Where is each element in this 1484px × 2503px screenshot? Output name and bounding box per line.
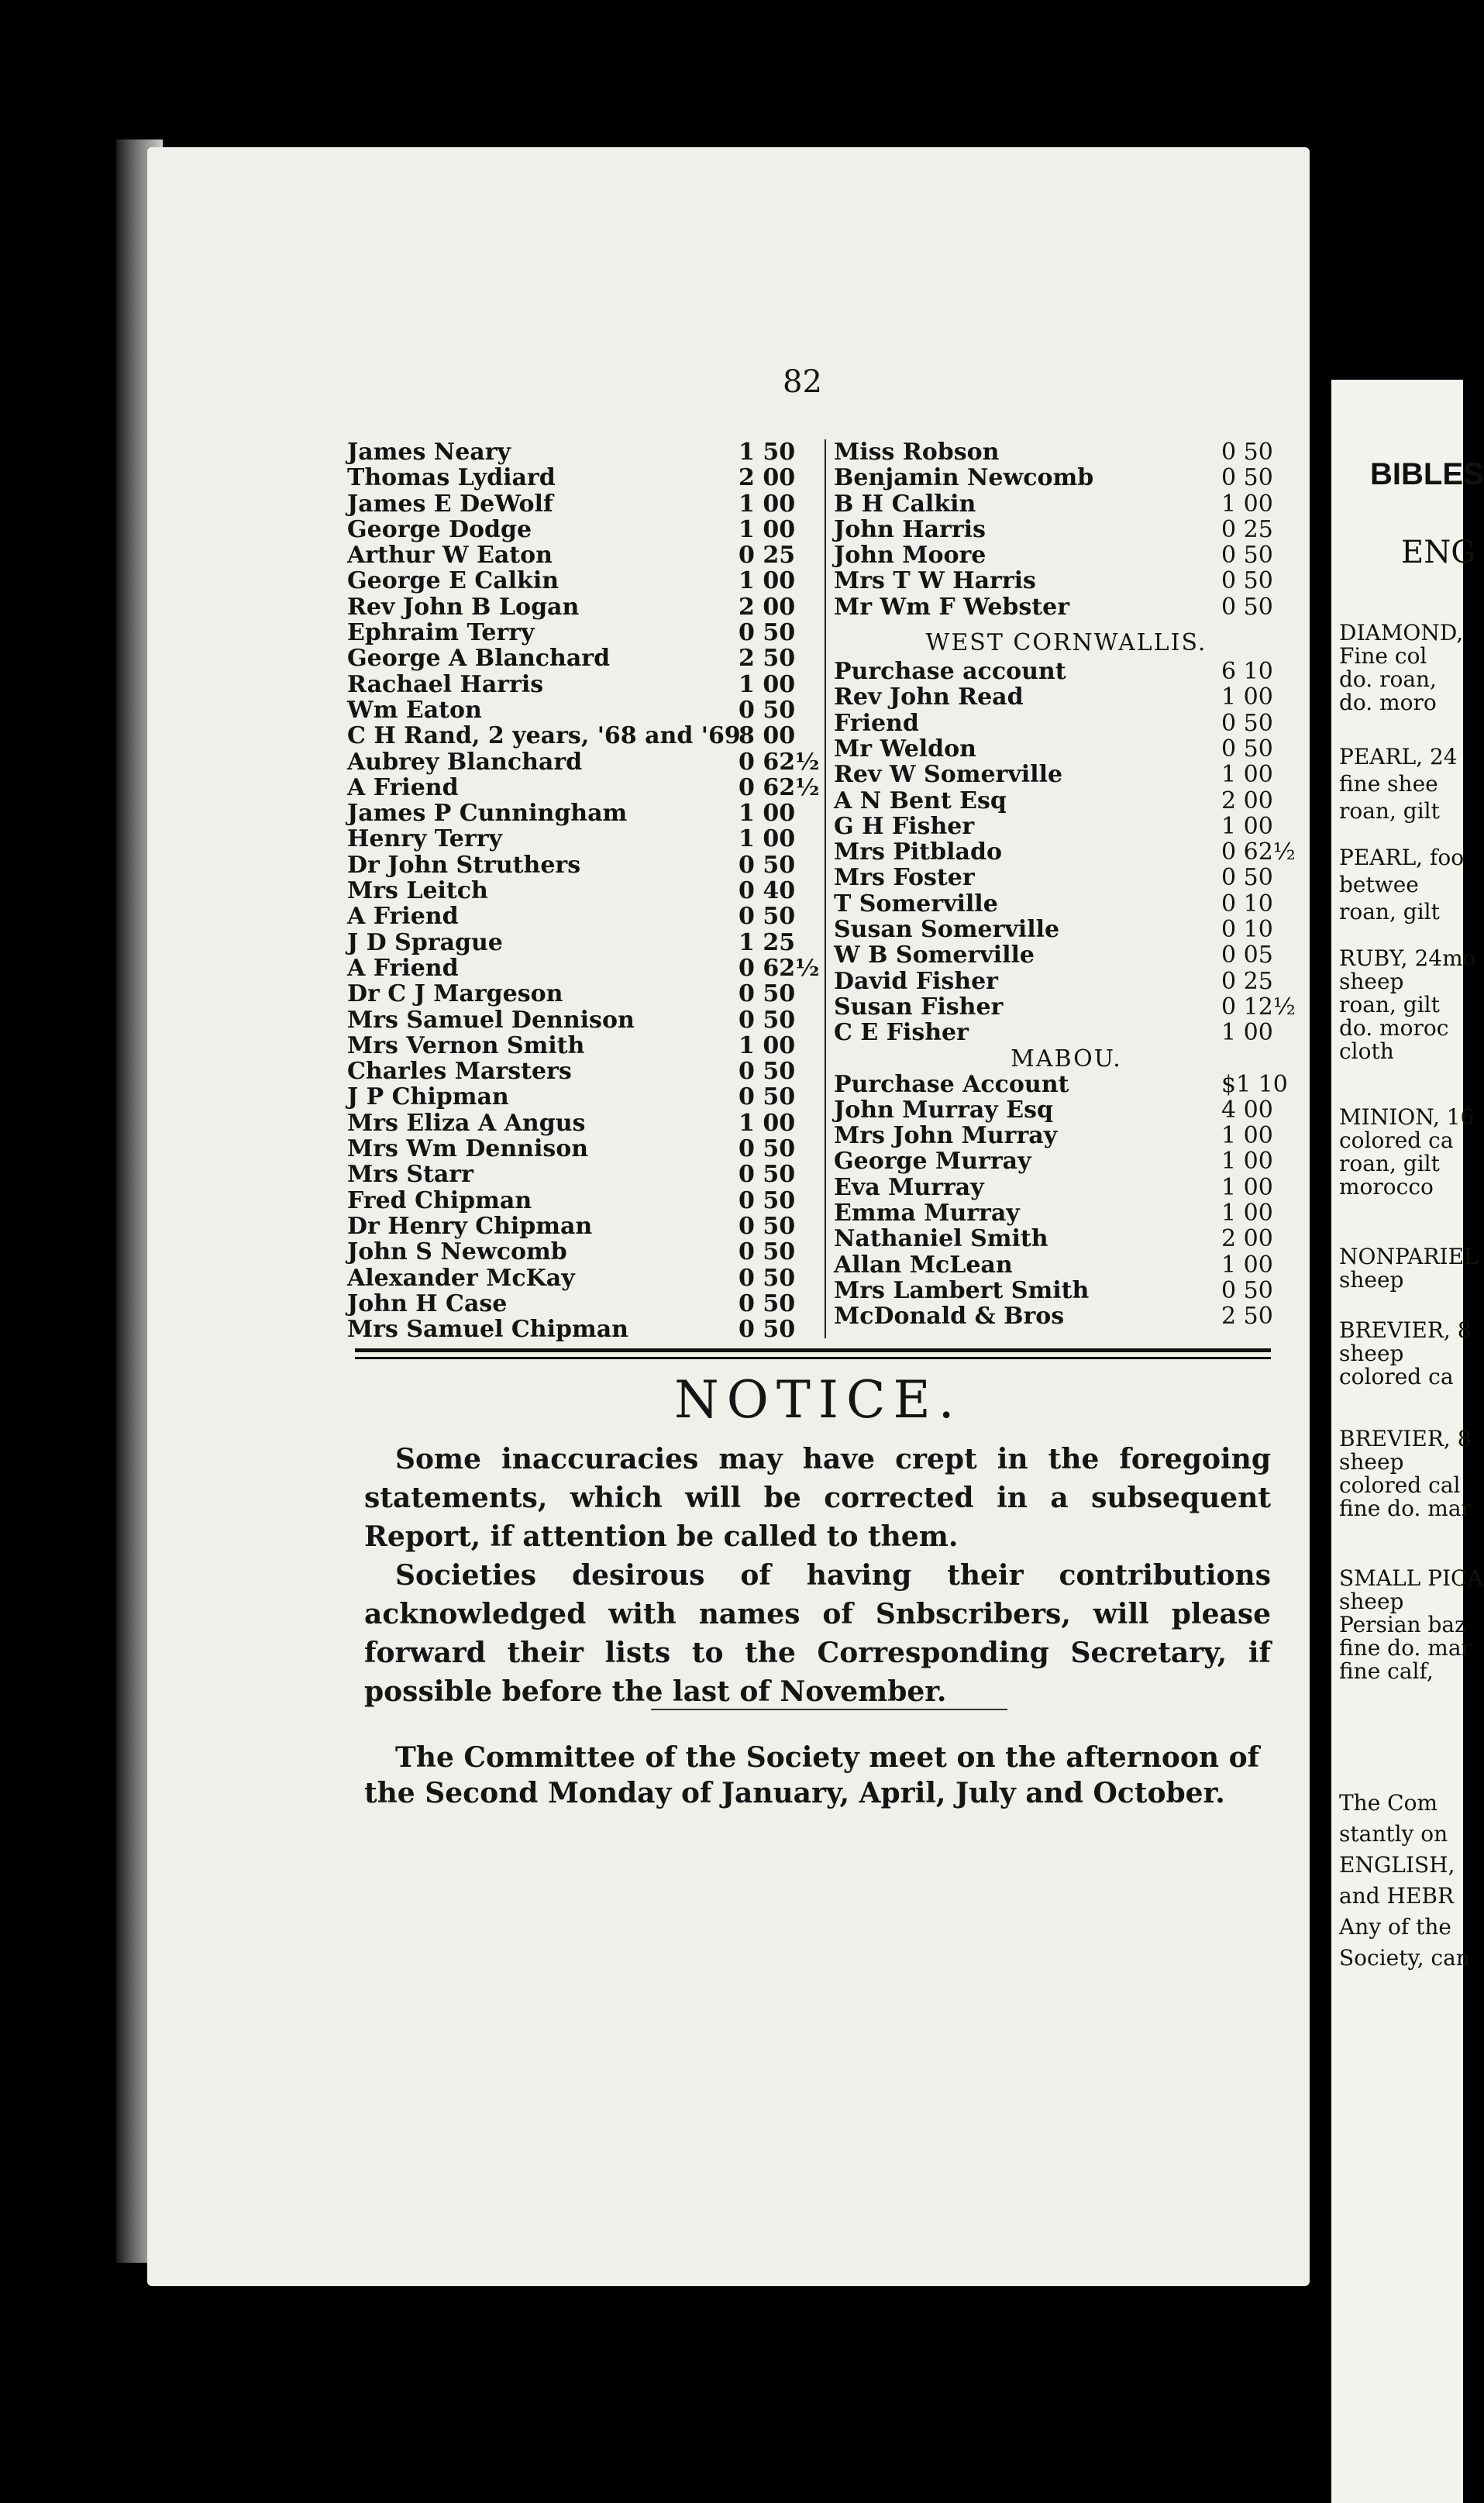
subscriber-name: Thomas Lydiard bbox=[347, 464, 556, 492]
adjacent-page-fragment: fine calf, bbox=[1339, 1658, 1434, 1684]
subscriber-row bbox=[834, 891, 1299, 917]
subscriber-row bbox=[834, 1123, 1299, 1148]
contribution-amount: 0 50 bbox=[739, 619, 796, 647]
contribution-amount: 0 10 bbox=[1221, 890, 1273, 918]
subscriber-row bbox=[347, 878, 812, 904]
subscriber-name: Miss Robson bbox=[834, 439, 1000, 466]
adjacent-page-fragment: and HEBR bbox=[1339, 1883, 1455, 1909]
contribution-amount: 1 00 bbox=[739, 825, 796, 853]
subscriber-name: Mrs T W Harris bbox=[834, 567, 1036, 595]
subscriber-row bbox=[347, 517, 812, 542]
subscriber-name: David Fisher bbox=[834, 967, 998, 995]
subscriber-row bbox=[347, 1059, 812, 1084]
subscriber-row bbox=[347, 439, 812, 465]
subscriber-name: Mrs Wm Dennison bbox=[347, 1135, 589, 1163]
contribution-amount: 0 62½ bbox=[739, 748, 820, 776]
adjacent-page-fragment: colored cal bbox=[1339, 1472, 1461, 1498]
contribution-amount: 0 50 bbox=[739, 1186, 796, 1214]
adjacent-page-fragment: BIBLES bbox=[1370, 457, 1484, 491]
subscriber-name: James Neary bbox=[347, 439, 511, 466]
adjacent-page-fragment: The Com bbox=[1339, 1790, 1438, 1816]
subscriber-name: George A Blanchard bbox=[347, 645, 611, 673]
subscriber-row bbox=[347, 1136, 812, 1162]
subscriber-row bbox=[347, 1265, 812, 1291]
adjacent-page-fragment: SMALL PICA bbox=[1339, 1565, 1483, 1591]
subscriber-name: Susan Fisher bbox=[834, 993, 1004, 1021]
subscriber-name: Mrs Samuel Chipman bbox=[347, 1316, 628, 1344]
contribution-amount: 2 50 bbox=[1221, 1303, 1273, 1331]
adjacent-page-fragment: do. moro bbox=[1339, 690, 1437, 715]
contribution-amount: 0 05 bbox=[1221, 942, 1273, 969]
subscriber-name: A N Bent Esq bbox=[834, 787, 1007, 814]
subscriber-row bbox=[834, 1278, 1299, 1303]
subscriber-row bbox=[347, 826, 812, 852]
adjacent-page-fragment: roan, gilt bbox=[1339, 992, 1440, 1017]
contribution-amount: 1 00 bbox=[739, 515, 796, 543]
contribution-amount: 0 50 bbox=[739, 851, 796, 879]
contribution-amount: 2 50 bbox=[739, 645, 796, 673]
adjacent-page-fragment: sheep bbox=[1339, 1267, 1404, 1293]
subscriber-name: C H Rand, 2 years, '68 and '69 bbox=[347, 722, 741, 750]
subscriber-name: Ephraim Terry bbox=[347, 619, 535, 647]
subscriber-name: Mrs Eliza A Angus bbox=[347, 1109, 586, 1137]
notice-body bbox=[364, 1440, 1271, 1711]
subscriber-name: Mrs Foster bbox=[834, 864, 975, 892]
subscriber-row bbox=[347, 1033, 812, 1059]
adjacent-page-fragment: sheep bbox=[1339, 1589, 1404, 1614]
contribution-amount: 1 00 bbox=[739, 1031, 796, 1059]
subscriber-name: Nathaniel Smith bbox=[834, 1225, 1048, 1253]
contribution-amount: 1 00 bbox=[1221, 1251, 1273, 1279]
adjacent-page-fragment: Society, can bbox=[1339, 1945, 1470, 1971]
adjacent-page-fragment: NONPARIEL bbox=[1339, 1244, 1479, 1269]
contribution-amount: 1 00 bbox=[739, 490, 796, 518]
adjacent-page-fragment: ENG bbox=[1401, 535, 1476, 570]
adjacent-page-fragment: do. roan, bbox=[1339, 666, 1437, 692]
contribution-amount: 1 00 bbox=[1221, 1200, 1273, 1227]
contribution-amount: 0 25 bbox=[739, 542, 796, 570]
adjacent-page-fragment: PEARL, 24 bbox=[1339, 744, 1458, 769]
subscriber-name: Wm Eaton bbox=[347, 696, 482, 724]
adjacent-page-fragment: morocco bbox=[1339, 1174, 1434, 1200]
subscriber-row bbox=[834, 1148, 1299, 1174]
subscriber-row bbox=[834, 711, 1299, 736]
subscriber-name: Dr Henry Chipman bbox=[347, 1212, 593, 1240]
subscriber-name: Susan Somerville bbox=[834, 916, 1060, 944]
subscriber-row bbox=[834, 994, 1299, 1020]
subscriber-name: Allan McLean bbox=[834, 1251, 1013, 1279]
subscriber-row bbox=[347, 646, 812, 671]
contribution-amount: 0 50 bbox=[1221, 542, 1273, 570]
subscriber-row bbox=[347, 1162, 812, 1187]
double-rule-divider bbox=[355, 1348, 1271, 1359]
contribution-amount: 8 00 bbox=[739, 722, 796, 750]
contribution-amount: 1 00 bbox=[1221, 683, 1273, 711]
subscriber-name: Benjamin Newcomb bbox=[834, 464, 1094, 492]
contribution-amount: 1 00 bbox=[739, 1109, 796, 1137]
subscriber-name: A Friend bbox=[347, 903, 459, 931]
subscriber-name: B H Calkin bbox=[834, 490, 976, 518]
subscriber-row bbox=[347, 800, 812, 826]
subscriber-name: John Murray Esq bbox=[834, 1096, 1053, 1124]
subscriber-name: J D Sprague bbox=[347, 928, 503, 956]
subscriber-row bbox=[834, 1175, 1299, 1200]
subscriber-name: George Dodge bbox=[347, 515, 532, 543]
contribution-amount: 1 00 bbox=[1221, 1148, 1273, 1176]
contribution-amount: 6 10 bbox=[1221, 658, 1273, 686]
section-title-west-cornwallis: WEST CORNWALLIS. bbox=[925, 629, 1207, 657]
subscriber-row bbox=[347, 568, 812, 594]
subscriber-name: Mrs Starr bbox=[347, 1161, 473, 1189]
subscriber-row bbox=[347, 904, 812, 929]
subscriber-name: Alexander McKay bbox=[347, 1264, 575, 1292]
subscriber-row bbox=[347, 491, 812, 517]
subscriber-row bbox=[347, 773, 820, 801]
contribution-amount: 0 50 bbox=[739, 1006, 796, 1034]
contribution-amount: 0 50 bbox=[1221, 439, 1273, 466]
adjacent-page-fragment: Fine col bbox=[1339, 643, 1427, 669]
contribution-amount: 1 00 bbox=[739, 567, 796, 595]
subscriber-name: Mrs Pitblado bbox=[834, 838, 1002, 866]
subscriber-row bbox=[834, 788, 1299, 814]
subscriber-row bbox=[347, 1007, 812, 1033]
subscriber-row bbox=[347, 1317, 812, 1342]
adjacent-page-fragment: roan, gilt bbox=[1339, 899, 1440, 924]
contribution-amount: 0 50 bbox=[739, 1083, 796, 1111]
adjacent-page-fragment: DIAMOND, bbox=[1339, 620, 1464, 646]
subscriber-row bbox=[347, 723, 812, 749]
subscriber-name: Dr C J Margeson bbox=[347, 980, 563, 1008]
notice-title: NOTICE. bbox=[674, 1370, 962, 1430]
contribution-amount: 0 62½ bbox=[739, 773, 820, 801]
adjacent-page-fragment: stantly on bbox=[1339, 1821, 1448, 1847]
adjacent-page-fragment: PEARL, foo bbox=[1339, 845, 1465, 870]
subscriber-row bbox=[834, 1303, 1299, 1329]
subscriber-name: James E DeWolf bbox=[347, 490, 553, 518]
contribution-amount: 0 50 bbox=[739, 1212, 796, 1240]
subscriber-name: John S Newcomb bbox=[347, 1238, 567, 1266]
contribution-amount: 0 50 bbox=[739, 980, 796, 1008]
subscriber-name: G H Fisher bbox=[834, 812, 975, 840]
adjacent-page-fragment: sheep bbox=[1339, 1341, 1404, 1366]
contribution-amount: 0 25 bbox=[1221, 515, 1273, 543]
subscriber-row bbox=[347, 954, 820, 982]
contribution-amount: 0 50 bbox=[739, 903, 796, 931]
subscriber-name: Mrs Lambert Smith bbox=[834, 1276, 1090, 1304]
adjacent-page-fragment: MINION, 16 bbox=[1339, 1104, 1475, 1130]
adjacent-page-fragment: Persian baz bbox=[1339, 1612, 1466, 1637]
subscriber-name: Purchase Account bbox=[834, 1070, 1069, 1098]
adjacent-page-fragment: betwee bbox=[1339, 872, 1419, 897]
subscriber-row bbox=[834, 814, 1299, 839]
subscriber-name: A Friend bbox=[347, 954, 459, 982]
adjacent-page-fragment: RUBY, 24mo bbox=[1339, 945, 1476, 971]
subscriber-row bbox=[347, 1084, 812, 1110]
contribution-amount: 1 25 bbox=[739, 928, 796, 956]
contribution-amount: 0 50 bbox=[739, 1161, 796, 1189]
contribution-amount: 0 50 bbox=[1221, 864, 1273, 892]
subscriber-name: George Murray bbox=[834, 1148, 1031, 1176]
committee-meeting-note: The Committee of the Society meet on the afternoon of the Second Monday of January, April, July and October. bbox=[364, 1741, 1260, 1809]
adjacent-page-fragment: sheep bbox=[1339, 969, 1404, 994]
subscriber-name: John H Case bbox=[347, 1289, 508, 1317]
subscriber-row bbox=[834, 917, 1299, 942]
subscriber-row bbox=[834, 517, 1299, 542]
subscriber-name: Purchase account bbox=[834, 658, 1066, 686]
contribution-amount: 4 00 bbox=[1221, 1096, 1273, 1124]
contribution-amount: 0 12½ bbox=[1221, 993, 1296, 1021]
subscriber-name: Mrs John Murray bbox=[834, 1122, 1058, 1150]
subscriber-name: Emma Murray bbox=[834, 1200, 1020, 1227]
subscriber-name: Mr Weldon bbox=[834, 735, 976, 763]
subscriber-list-right bbox=[825, 439, 1299, 1338]
contribution-amount: 1 00 bbox=[1221, 812, 1273, 840]
adjacent-page-fragment: fine do. mar bbox=[1339, 1635, 1472, 1661]
contribution-amount: 0 50 bbox=[739, 1135, 796, 1163]
subscriber-row bbox=[834, 942, 1299, 968]
subscriber-row bbox=[347, 1110, 812, 1136]
subscriber-name: Charles Marsters bbox=[347, 1058, 572, 1086]
subscriber-name: McDonald & Bros bbox=[834, 1303, 1065, 1331]
subscriber-row bbox=[347, 1239, 812, 1265]
subscriber-row bbox=[347, 697, 812, 723]
subscriber-row bbox=[834, 659, 1299, 684]
subscriber-row bbox=[834, 684, 1299, 710]
contribution-amount: 0 50 bbox=[739, 696, 796, 724]
subscriber-name: Mr Wm F Webster bbox=[834, 593, 1070, 621]
adjacent-page-fragment: colored ca bbox=[1339, 1364, 1454, 1389]
subscriber-row bbox=[347, 852, 812, 878]
subscriber-row bbox=[834, 1226, 1299, 1252]
subscriber-name: George E Calkin bbox=[347, 567, 560, 595]
subscriber-name: J P Chipman bbox=[347, 1083, 509, 1111]
contribution-amount: 2 00 bbox=[739, 593, 796, 621]
subscriber-name: James P Cunningham bbox=[347, 800, 628, 828]
subscriber-row bbox=[834, 1200, 1299, 1226]
contribution-amount: 0 50 bbox=[1221, 1276, 1273, 1304]
contribution-amount: 0 50 bbox=[739, 1238, 796, 1266]
subscriber-row bbox=[347, 1214, 812, 1239]
subscriber-row bbox=[347, 594, 812, 620]
subscriber-name: Aubrey Blanchard bbox=[347, 748, 583, 776]
subscriber-row bbox=[347, 465, 812, 491]
section-title-mabou: MABOU. bbox=[1011, 1045, 1122, 1072]
subscriber-name: Friend bbox=[834, 709, 919, 737]
subscriber-row bbox=[834, 969, 1299, 994]
notice-paragraph-1: Some inaccuracies may have crept in the foregoing statements, which will be corrected in a subsequent Report, if attention be called to them. bbox=[364, 1443, 1271, 1553]
adjacent-page-fragment: sheep bbox=[1339, 1449, 1404, 1475]
contribution-amount: 0 50 bbox=[739, 1264, 796, 1292]
subscriber-name: Dr John Struthers bbox=[347, 851, 581, 879]
contribution-amount: 0 40 bbox=[739, 877, 796, 905]
contribution-amount: $1 10 bbox=[1221, 1070, 1288, 1098]
subscriber-name: Mrs Vernon Smith bbox=[347, 1031, 585, 1059]
short-rule-divider bbox=[651, 1709, 1007, 1710]
contribution-amount: 1 00 bbox=[739, 800, 796, 828]
subscriber-name: Mrs Leitch bbox=[347, 877, 488, 905]
subscriber-row bbox=[347, 542, 812, 568]
subscriber-row bbox=[347, 1291, 812, 1317]
adjacent-page-fragment: roan, gilt bbox=[1339, 798, 1440, 824]
contribution-amount: 0 50 bbox=[1221, 593, 1273, 621]
contribution-amount: 1 00 bbox=[1221, 761, 1273, 789]
subscriber-row bbox=[834, 1072, 1299, 1097]
adjacent-page-fragment: colored ca bbox=[1339, 1128, 1454, 1153]
subscriber-list-left bbox=[347, 439, 820, 1344]
subscriber-row bbox=[347, 981, 812, 1007]
adjacent-page-fragment: fine shee bbox=[1339, 771, 1438, 797]
contribution-amount: 2 00 bbox=[1221, 787, 1273, 814]
subscriber-row bbox=[834, 839, 1299, 865]
subscriber-name: John Moore bbox=[834, 542, 986, 570]
adjacent-page-fragment: roan, gilt bbox=[1339, 1151, 1440, 1176]
subscriber-name: Henry Terry bbox=[347, 825, 502, 853]
subscriber-row bbox=[834, 865, 1299, 890]
subscriber-row bbox=[834, 762, 1299, 787]
subscriber-name: A Friend bbox=[347, 773, 459, 801]
adjacent-page-fragment: cloth bbox=[1339, 1038, 1394, 1064]
subscriber-row bbox=[347, 672, 812, 697]
subscriber-row bbox=[347, 748, 820, 776]
subscriber-name: C E Fisher bbox=[834, 1019, 969, 1047]
subscriber-name: Rev W Somerville bbox=[834, 761, 1063, 789]
subscriber-row bbox=[834, 542, 1299, 568]
contribution-amount: 0 25 bbox=[1221, 967, 1273, 995]
subscriber-name: John Harris bbox=[834, 515, 986, 543]
adjacent-page-fragment: Any of the bbox=[1339, 1914, 1451, 1940]
subscriber-row bbox=[347, 620, 812, 646]
contribution-amount: 1 00 bbox=[1221, 1122, 1273, 1150]
subscriber-row bbox=[834, 465, 1299, 491]
subscriber-name: Rev John Read bbox=[834, 683, 1024, 711]
contribution-amount: 0 50 bbox=[739, 1058, 796, 1086]
contribution-amount: 0 50 bbox=[1221, 464, 1273, 492]
subscriber-row bbox=[834, 491, 1299, 517]
subscriber-row bbox=[834, 439, 1299, 465]
subscriber-row bbox=[834, 594, 1299, 620]
adjacent-page-fragment: do. moroc bbox=[1339, 1015, 1449, 1041]
page-number: 82 bbox=[783, 364, 822, 400]
subscriber-name: Mrs Samuel Dennison bbox=[347, 1006, 635, 1034]
contribution-amount: 0 50 bbox=[1221, 567, 1273, 595]
subscriber-row bbox=[347, 930, 812, 955]
contribution-amount: 1 50 bbox=[739, 439, 796, 466]
subscriber-row bbox=[347, 1188, 812, 1214]
subscriber-name: Eva Murray bbox=[834, 1173, 984, 1201]
subscriber-row bbox=[834, 1252, 1299, 1278]
adjacent-page-fragment: ENGLISH, bbox=[1339, 1852, 1455, 1878]
subscriber-name: W B Somerville bbox=[834, 942, 1035, 969]
notice-paragraph-2: Societies desirous of having their contributions acknowledged with names of Snbscribers, will please forward their lists to the Corresponding Secretary, if possible before the last of November. bbox=[364, 1559, 1271, 1708]
contribution-amount: 1 00 bbox=[1221, 1019, 1273, 1047]
adjacent-page-fragment: fine do. mar bbox=[1339, 1496, 1472, 1521]
subscriber-row bbox=[834, 736, 1299, 762]
contribution-amount: 0 10 bbox=[1221, 916, 1273, 944]
contribution-amount: 0 50 bbox=[1221, 709, 1273, 737]
subscriber-name: Rev John B Logan bbox=[347, 593, 580, 621]
adjacent-page-fragment: BREVIER, 8 bbox=[1339, 1426, 1472, 1451]
subscriber-row bbox=[834, 1020, 1299, 1045]
contribution-amount: 2 00 bbox=[1221, 1225, 1273, 1253]
subscriber-name: Rachael Harris bbox=[347, 670, 544, 698]
contribution-amount: 1 00 bbox=[1221, 1173, 1273, 1201]
subscriber-name: T Somerville bbox=[834, 890, 998, 918]
contribution-amount: 1 00 bbox=[739, 670, 796, 698]
subscriber-name: Arthur W Eaton bbox=[347, 542, 553, 570]
subscriber-row bbox=[834, 1097, 1299, 1123]
contribution-amount: 0 62½ bbox=[739, 954, 820, 982]
adjacent-page-fragment: BREVIER, 8 bbox=[1339, 1317, 1472, 1343]
contribution-amount: 2 00 bbox=[739, 464, 796, 492]
contribution-amount: 0 50 bbox=[739, 1289, 796, 1317]
contribution-amount: 0 62½ bbox=[1221, 838, 1296, 866]
contribution-amount: 1 00 bbox=[1221, 490, 1273, 518]
contribution-amount: 0 50 bbox=[1221, 735, 1273, 763]
subscriber-name: Fred Chipman bbox=[347, 1186, 532, 1214]
contribution-amount: 0 50 bbox=[739, 1316, 796, 1344]
subscriber-row bbox=[834, 568, 1299, 594]
